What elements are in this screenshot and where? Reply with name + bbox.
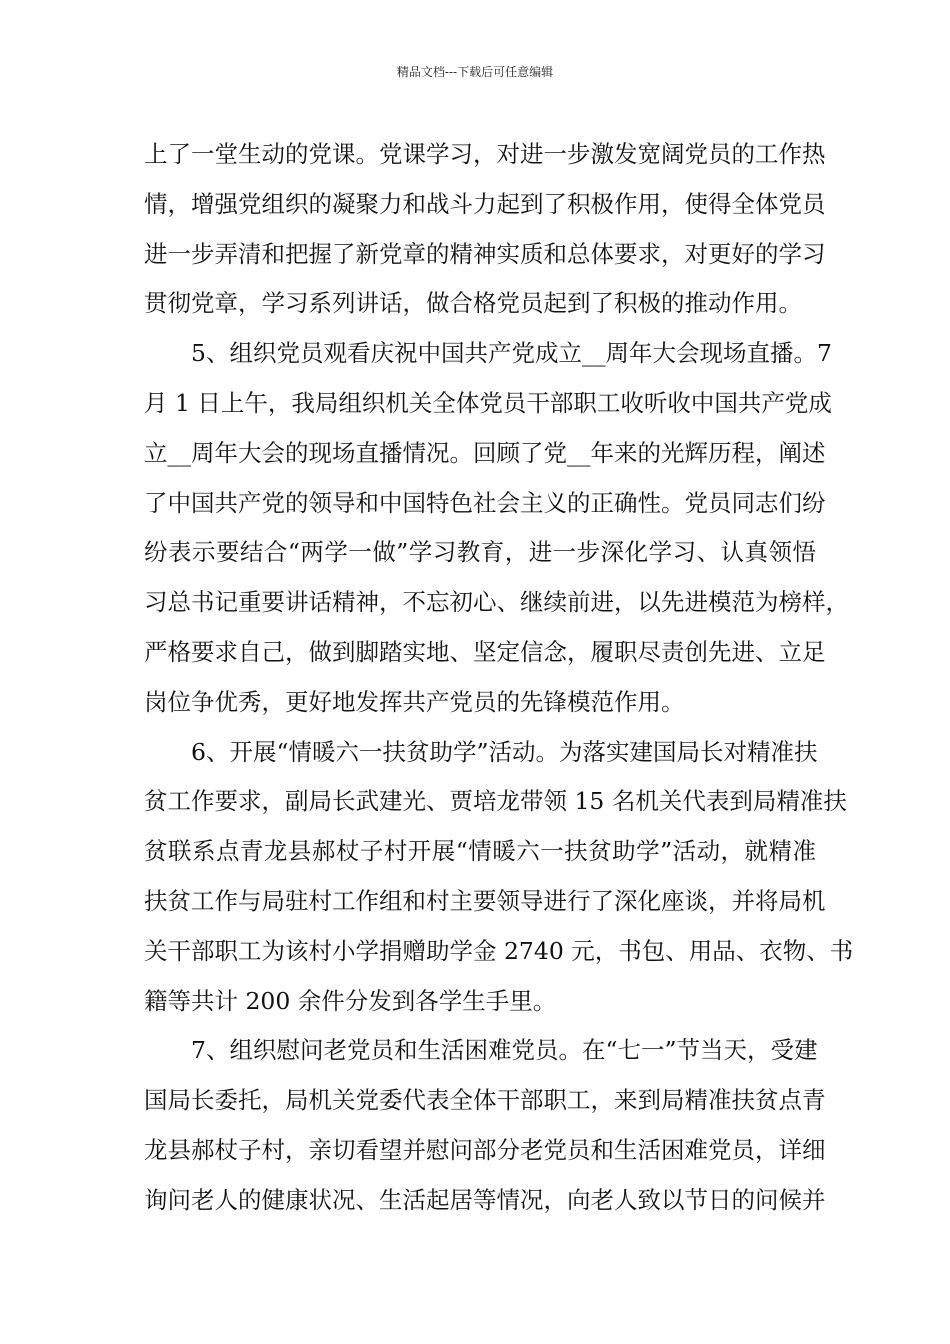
text-line: 习总书记重要讲话精神，不忘初心、继续前进，以先进模范为榜样，	[144, 588, 849, 617]
text-line: 7、组织慰问老党员和生活困难党员。在“七一”节当天，受建	[144, 1036, 818, 1065]
text-line: 5、组织党员观看庆祝中国共产党成立__周年大会现场直播。7	[144, 339, 832, 368]
text-line: 龙县郝杖子村，亲切看望并慰问部分老党员和生活困难党员，详细	[144, 1135, 826, 1164]
text-line: 进一步弄清和把握了新党章的精神实质和总体要求，对更好的学习	[144, 239, 826, 268]
text-line: 了中国共产党的领导和中国特色社会主义的正确性。党员同志们纷	[144, 488, 826, 517]
text-line: 贯彻党章，学习系列讲话，做合格党员起到了积极的推动作用。	[144, 289, 802, 318]
text-line: 严格要求自己，做到脚踏实地、坚定信念，履职尽责创先进、立足	[144, 637, 826, 666]
text-line: 纷表示要结合“两学一做”学习教育，进一步深化学习、认真领悟	[144, 538, 816, 567]
text-line: 国局长委托，局机关党委代表全体干部职工，来到局精准扶贫点青	[144, 1086, 826, 1115]
text-line: 情，增强党组织的凝聚力和战斗力起到了积极作用，使得全体党员	[144, 189, 826, 218]
text-line: 贫联系点青龙县郝杖子村开展“情暖六一扶贫助学”活动，就精准	[144, 837, 816, 866]
text-line: 询问老人的健康状况、生活起居等情况，向老人致以节日的问候并	[144, 1185, 826, 1214]
document-body	[144, 130, 854, 1226]
text-line: 6、开展“情暖六一扶贫助学”活动。为落实建国局长对精准扶	[144, 737, 818, 766]
text-line: 籍等共计 200 余件分发到各学生手里。	[144, 986, 557, 1015]
text-line: 扶贫工作与局驻村工作组和村主要领导进行了深化座谈，并将局机	[144, 886, 826, 915]
text-line: 立__周年大会的现场直播情况。回顾了党__年来的光辉历程，阐述	[144, 438, 826, 467]
page-header: 精品文档---下载后可任意编辑	[396, 65, 554, 79]
text-line: 月 1 日上午，我局组织机关全体党员干部职工收听收中国共产党成	[144, 388, 832, 417]
text-line: 上了一堂生动的党课。党课学习，对进一步激发宽阔党员的工作热	[144, 140, 826, 168]
text-line: 贫工作要求，副局长武建光、贾培龙带领 15 名机关代表到局精准扶	[144, 787, 847, 816]
text-line: 关干部职工为该村小学捐赠助学金 2740 元，书包、用品、衣物、书	[144, 936, 854, 965]
text-line: 岗位争优秀，更好地发挥共产党员的先锋模范作用。	[144, 687, 685, 716]
